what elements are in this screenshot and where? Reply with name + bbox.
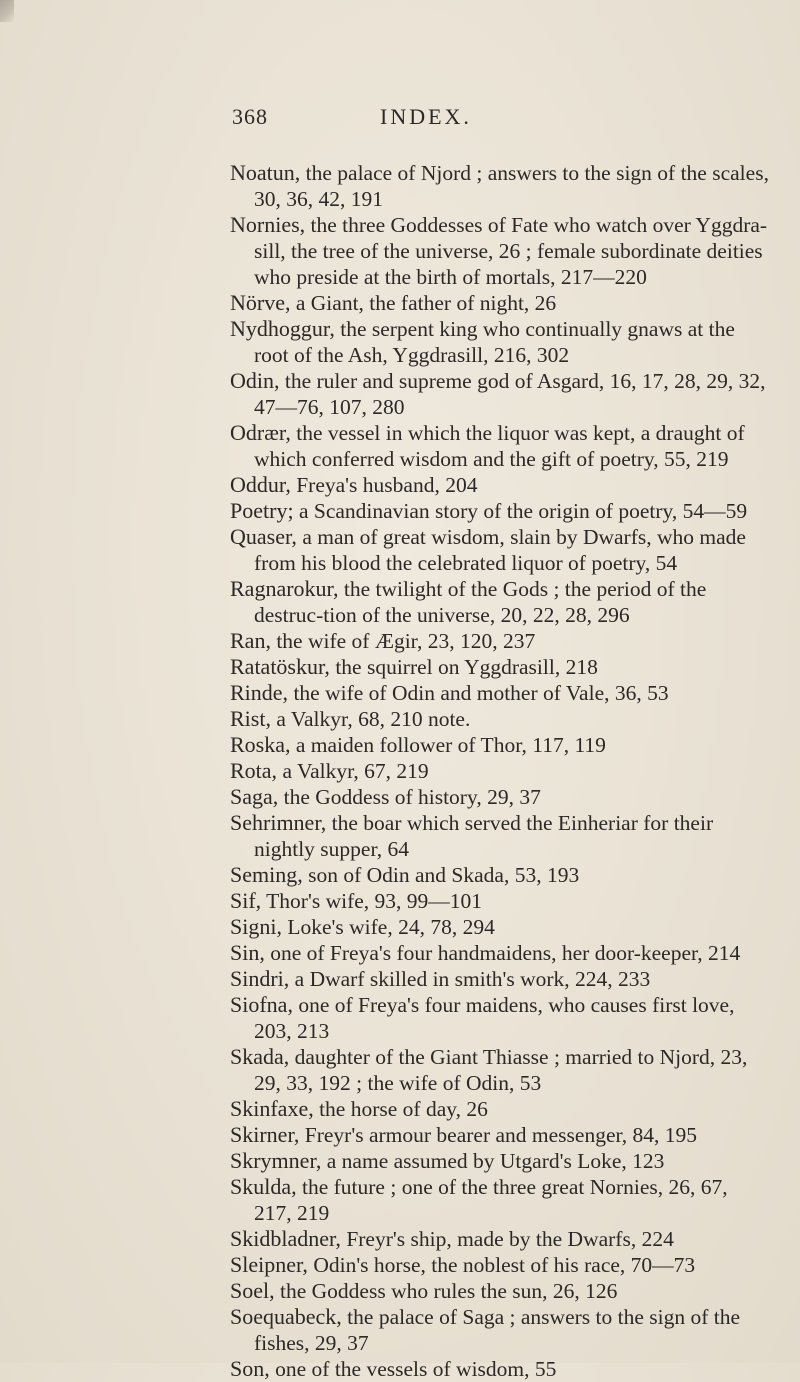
index-entry	[230, 758, 770, 784]
index-entry	[230, 1304, 770, 1356]
entry-description: Freyr's armour bearer and messenger, 84, 195	[299, 1123, 698, 1147]
index-entry	[230, 888, 770, 914]
entry-headword: Rinde,	[230, 680, 289, 705]
entry-description: Loke's wife, 24, 78, 294	[281, 915, 495, 939]
entry-description: the Goddess of history, 29, 37	[278, 785, 541, 809]
entry-headword: Soel,	[230, 1278, 275, 1303]
entry-headword: Skinfaxe,	[230, 1096, 314, 1121]
index-entry	[230, 1122, 770, 1148]
entry-headword: Oddur,	[230, 472, 291, 497]
index-entry	[230, 420, 770, 472]
index-entry	[230, 992, 770, 1044]
index-entry	[230, 316, 770, 368]
entry-headword: Son,	[230, 1356, 270, 1381]
index-entry	[230, 160, 770, 212]
index-entry	[230, 576, 770, 628]
entry-description: the ruler and supreme god of Asgard, 16, 17, 28, 29, 32, 47—76, 107, 280	[254, 369, 766, 419]
entry-headword: Siofna,	[230, 992, 293, 1017]
page-number: 368	[232, 104, 268, 129]
entry-headword: Ragnarokur,	[230, 576, 339, 601]
entry-headword: Soequabeck,	[230, 1304, 342, 1329]
index-entry	[230, 966, 770, 992]
entry-description: the wife of Ægir, 23, 120, 237	[270, 629, 536, 653]
index-entry	[230, 784, 770, 810]
index-entry	[230, 1252, 770, 1278]
running-title: INDEX.	[380, 104, 472, 129]
entry-description: a Dwarf skilled in smith's work, 224, 233	[289, 967, 651, 991]
entry-headword: Skulda,	[230, 1174, 297, 1199]
page-corner-shadow	[0, 0, 14, 22]
entry-headword: Roska,	[230, 732, 291, 757]
entry-description: one of Freya's four handmaidens, her door-keeper, 214	[264, 941, 741, 965]
entry-headword: Sehrimner,	[230, 810, 327, 835]
entry-headword: Ran,	[230, 628, 271, 653]
entry-description: daughter of the Giant Thiasse ; married to Njord, 23, 29, 33, 192 ; the wife of Odin, 53	[254, 1045, 748, 1095]
entry-description: a Scandinavian story of the origin of poetry, 54—59	[293, 499, 748, 523]
entry-description: the Goddess who rules the sun, 26, 126	[274, 1279, 618, 1303]
index-entry	[230, 290, 770, 316]
entry-description: a Giant, the father of night, 26	[290, 291, 557, 315]
index-entry	[230, 368, 770, 420]
entry-description: the serpent king who continually gnaws at the root of the Ash, Yggdrasill, 216, 302	[254, 317, 735, 367]
index-entry	[230, 1278, 770, 1304]
entry-headword: Rist,	[230, 706, 271, 731]
entry-description: a man of great wisdom, slain by Dwarfs, who made from his blood the celebrated liquor of poetry, 54	[254, 525, 746, 575]
entry-description: one of the vessels of wisdom, 55	[269, 1357, 557, 1381]
entry-headword: Odin,	[230, 368, 280, 393]
index-entry	[230, 1148, 770, 1174]
entry-headword: Saga,	[230, 784, 279, 809]
index-entry	[230, 862, 770, 888]
index-entry	[230, 810, 770, 862]
entry-description: the future ; one of the three great Nornies, 26, 67, 217, 219	[254, 1175, 728, 1225]
entry-headword: Skidbladner,	[230, 1226, 341, 1251]
index-entry	[230, 524, 770, 576]
entry-description: the palace of Saga ; answers to the sign of the fishes, 29, 37	[254, 1305, 741, 1355]
entry-headword: Ratatöskur,	[230, 654, 330, 679]
entry-headword: Skrymner,	[230, 1148, 322, 1173]
index-entry	[230, 1044, 770, 1096]
entry-description: Freya's husband, 204	[290, 473, 478, 497]
index-entry-list	[230, 160, 770, 1382]
entry-description: the boar which served the Einheriar for their nightly supper, 64	[254, 811, 714, 861]
entry-headword: Skirner,	[230, 1122, 300, 1147]
index-entry	[230, 914, 770, 940]
entry-description: the twilight of the Gods ; the period of the destruc-tion of the universe, 20, 22, 28, 296	[254, 577, 707, 627]
entry-description: Odin's horse, the noblest of his race, 70—73	[307, 1253, 696, 1277]
index-entry	[230, 732, 770, 758]
entry-headword: Nornies,	[230, 212, 306, 237]
entry-headword: Sin,	[230, 940, 265, 965]
entry-description: the horse of day, 26	[313, 1097, 488, 1121]
page-header	[232, 104, 652, 140]
index-entry	[230, 498, 770, 524]
entry-headword: Sleipner,	[230, 1252, 308, 1277]
entry-headword: Sindri,	[230, 966, 290, 991]
index-entry	[230, 628, 770, 654]
index-entry	[230, 1356, 770, 1382]
entry-headword: Sif,	[230, 888, 262, 913]
entry-headword: Quaser,	[230, 524, 297, 549]
entry-description: a Valkyr, 67, 219	[277, 759, 429, 783]
index-entry	[230, 212, 770, 290]
entry-headword: Skada,	[230, 1044, 290, 1069]
entry-description: the squirrel on Yggdrasill, 218	[329, 655, 598, 679]
entry-description: the palace of Njord ; answers to the sign of the scales, 30, 36, 42, 191	[254, 161, 769, 211]
index-entry	[230, 940, 770, 966]
index-entry	[230, 706, 770, 732]
entry-headword: Rota,	[230, 758, 278, 783]
entry-headword: Signi,	[230, 914, 282, 939]
entry-description: the vessel in which the liquor was kept, a draught of which conferred wisdom and the gift of poetry, 55, 219	[254, 421, 745, 471]
entry-description: one of Freya's four maidens, who causes first love, 203, 213	[254, 993, 735, 1043]
index-entry	[230, 472, 770, 498]
entry-headword: Odrær,	[230, 420, 291, 445]
entry-headword: Seming,	[230, 862, 303, 887]
entry-description: son of Odin and Skada, 53, 193	[302, 863, 580, 887]
entry-description: a maiden follower of Thor, 117, 119	[290, 733, 606, 757]
index-entry	[230, 1096, 770, 1122]
index-entry	[230, 680, 770, 706]
index-entry	[230, 1174, 770, 1226]
entry-headword: Nörve,	[230, 290, 291, 315]
index-entry	[230, 1226, 770, 1252]
entry-description: a name assumed by Utgard's Loke, 123	[321, 1149, 665, 1173]
entry-headword: Poetry;	[230, 498, 294, 523]
entry-description: the three Goddesses of Fate who watch over Yggdra-sill, the tree of the universe, 26 ; female subordinate deities who preside at the birth of mortals, 217—220	[254, 213, 768, 289]
index-entry	[230, 654, 770, 680]
entry-description: the wife of Odin and mother of Vale, 36, 53	[288, 681, 669, 705]
entry-description: a Valkyr, 68, 210 note.	[270, 707, 471, 731]
entry-headword: Nydhoggur,	[230, 316, 335, 341]
entry-description: Freyr's ship, made by the Dwarfs, 224	[340, 1227, 674, 1251]
entry-description: Thor's wife, 93, 99—101	[261, 889, 483, 913]
entry-headword: Noatun,	[230, 160, 301, 185]
